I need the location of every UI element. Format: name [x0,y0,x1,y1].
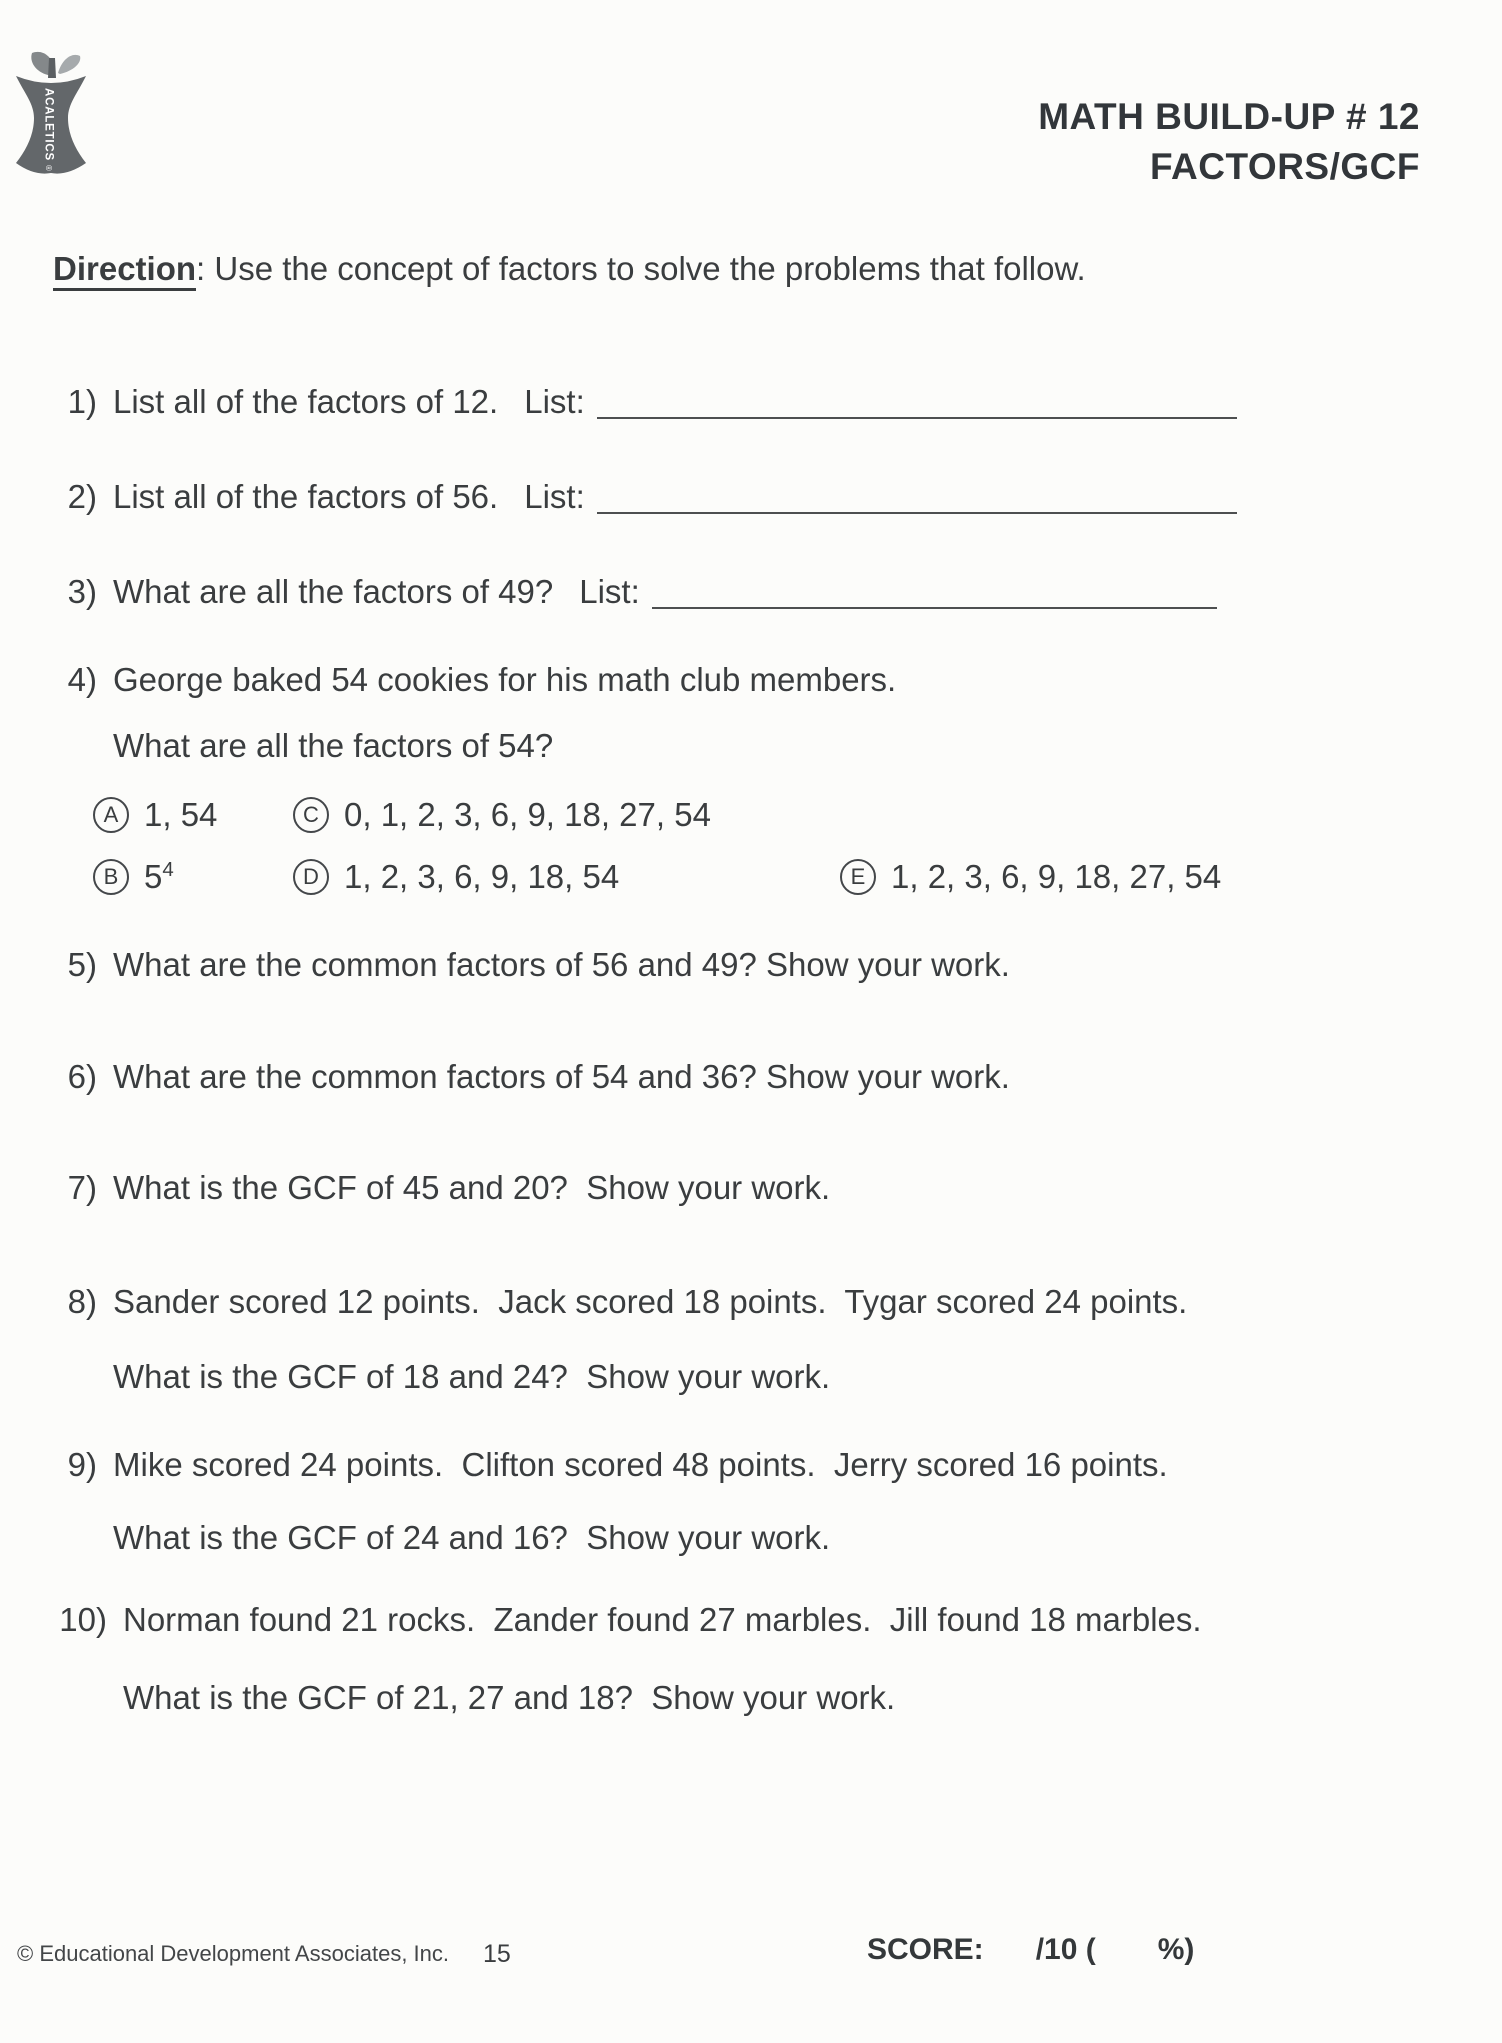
worksheet-header [1038,92,1420,192]
option-a-letter: A [93,797,129,833]
question-8-number: 8) [67,1283,97,1320]
question-1 [55,382,1237,422]
direction-text: : Use the concept of factors to solve the problems that follow. [196,250,1086,287]
score-fraction: /10 ( [1035,1933,1096,1966]
option-e-letter: E [840,859,876,895]
score-percent: %) [1157,1933,1195,1966]
worksheet-subtitle: FACTORS/GCF [1150,146,1420,187]
logo-registered-mark: ® [44,165,53,171]
question-4 [55,660,896,700]
question-10-text-line2: What is the GCF of 21, 27 and 18? Show your work. [123,1679,896,1716]
question-8-text-line1: Sander scored 12 points. Jack scored 18 points. Tygar scored 24 points. [113,1283,1188,1320]
question-1-number: 1) [67,383,97,420]
option-b-letter: B [93,859,129,895]
option-d[interactable] [293,857,619,897]
question-9-number: 9) [67,1446,97,1483]
option-d-letter: D [293,859,329,895]
question-5-number: 5) [67,946,97,983]
question-10-text-line1: Norman found 21 rocks. Zander found 27 marbles. Jill found 18 marbles. [123,1601,1202,1638]
option-b[interactable] [93,857,174,897]
option-a-text: 1, 54 [144,796,218,833]
question-4-number: 4) [67,661,97,698]
question-3-list-label: List: [579,573,640,610]
logo-brand-text: ACALETICS [42,88,55,162]
option-c-text: 0, 1, 2, 3, 6, 9, 18, 27, 54 [344,796,711,833]
score-section [867,1933,1194,1967]
question-3-number: 3) [67,573,97,610]
question-9 [55,1445,1168,1485]
question-6-text: What are the common factors of 54 and 36? Show your work. [113,1058,1010,1095]
question-6-number: 6) [67,1058,97,1095]
question-3-text: What are all the factors of 49? [113,573,554,610]
stem-icon [48,58,56,78]
question-9-text-line1: Mike scored 24 points. Clifton scored 48 points. Jerry scored 16 points. [113,1446,1168,1483]
option-c[interactable] [293,795,711,835]
option-c-letter: C [293,797,329,833]
direction-line [53,248,1086,290]
question-3 [55,572,1217,612]
question-7-number: 7) [67,1169,97,1206]
question-1-list-label: List: [524,383,585,420]
option-b-exponent: 4 [162,858,174,881]
option-d-text: 1, 2, 3, 6, 9, 18, 54 [344,858,620,895]
question-7 [55,1168,830,1208]
question-2 [55,477,1237,517]
option-b-base: 5 [144,858,163,895]
answer-blank-q2[interactable] [597,477,1237,514]
question-2-number: 2) [67,478,97,515]
option-e-text: 1, 2, 3, 6, 9, 18, 27, 54 [891,858,1222,895]
option-a[interactable] [93,795,217,835]
option-e[interactable] [840,857,1221,897]
option-b-text [144,857,174,897]
question-5 [55,945,1010,985]
leaf-right-icon [58,55,80,74]
direction-label: Direction [53,250,196,291]
question-1-text: List all of the factors of 12. [113,383,499,420]
answer-blank-q1[interactable] [597,382,1237,419]
question-2-text: List all of the factors of 56. [113,478,499,515]
question-8-text-line2: What is the GCF of 18 and 24? Show your work. [113,1358,831,1395]
question-4-text-line1: George baked 54 cookies for his math club members. [113,661,897,698]
page-number: 15 [483,1940,511,1968]
question-5-text: What are the common factors of 56 and 49? Show your work. [113,946,1010,983]
question-7-text: What is the GCF of 45 and 20? Show your work. [113,1169,831,1206]
worksheet-title: MATH BUILD-UP # 12 [1038,96,1420,137]
question-4-text-line2: What are all the factors of 54? [113,727,554,764]
question-9-text-line2: What is the GCF of 24 and 16? Show your work. [113,1519,831,1556]
acaletics-logo [12,46,90,180]
question-6 [55,1057,1010,1097]
question-2-list-label: List: [524,478,585,515]
question-8 [55,1282,1187,1322]
copyright-text: © Educational Development Associates, Inc. [17,1941,449,1966]
question-10-number: 10) [59,1601,107,1638]
score-label: SCORE: [867,1933,984,1966]
question-10 [55,1600,1202,1640]
answer-blank-q3[interactable] [652,572,1217,609]
